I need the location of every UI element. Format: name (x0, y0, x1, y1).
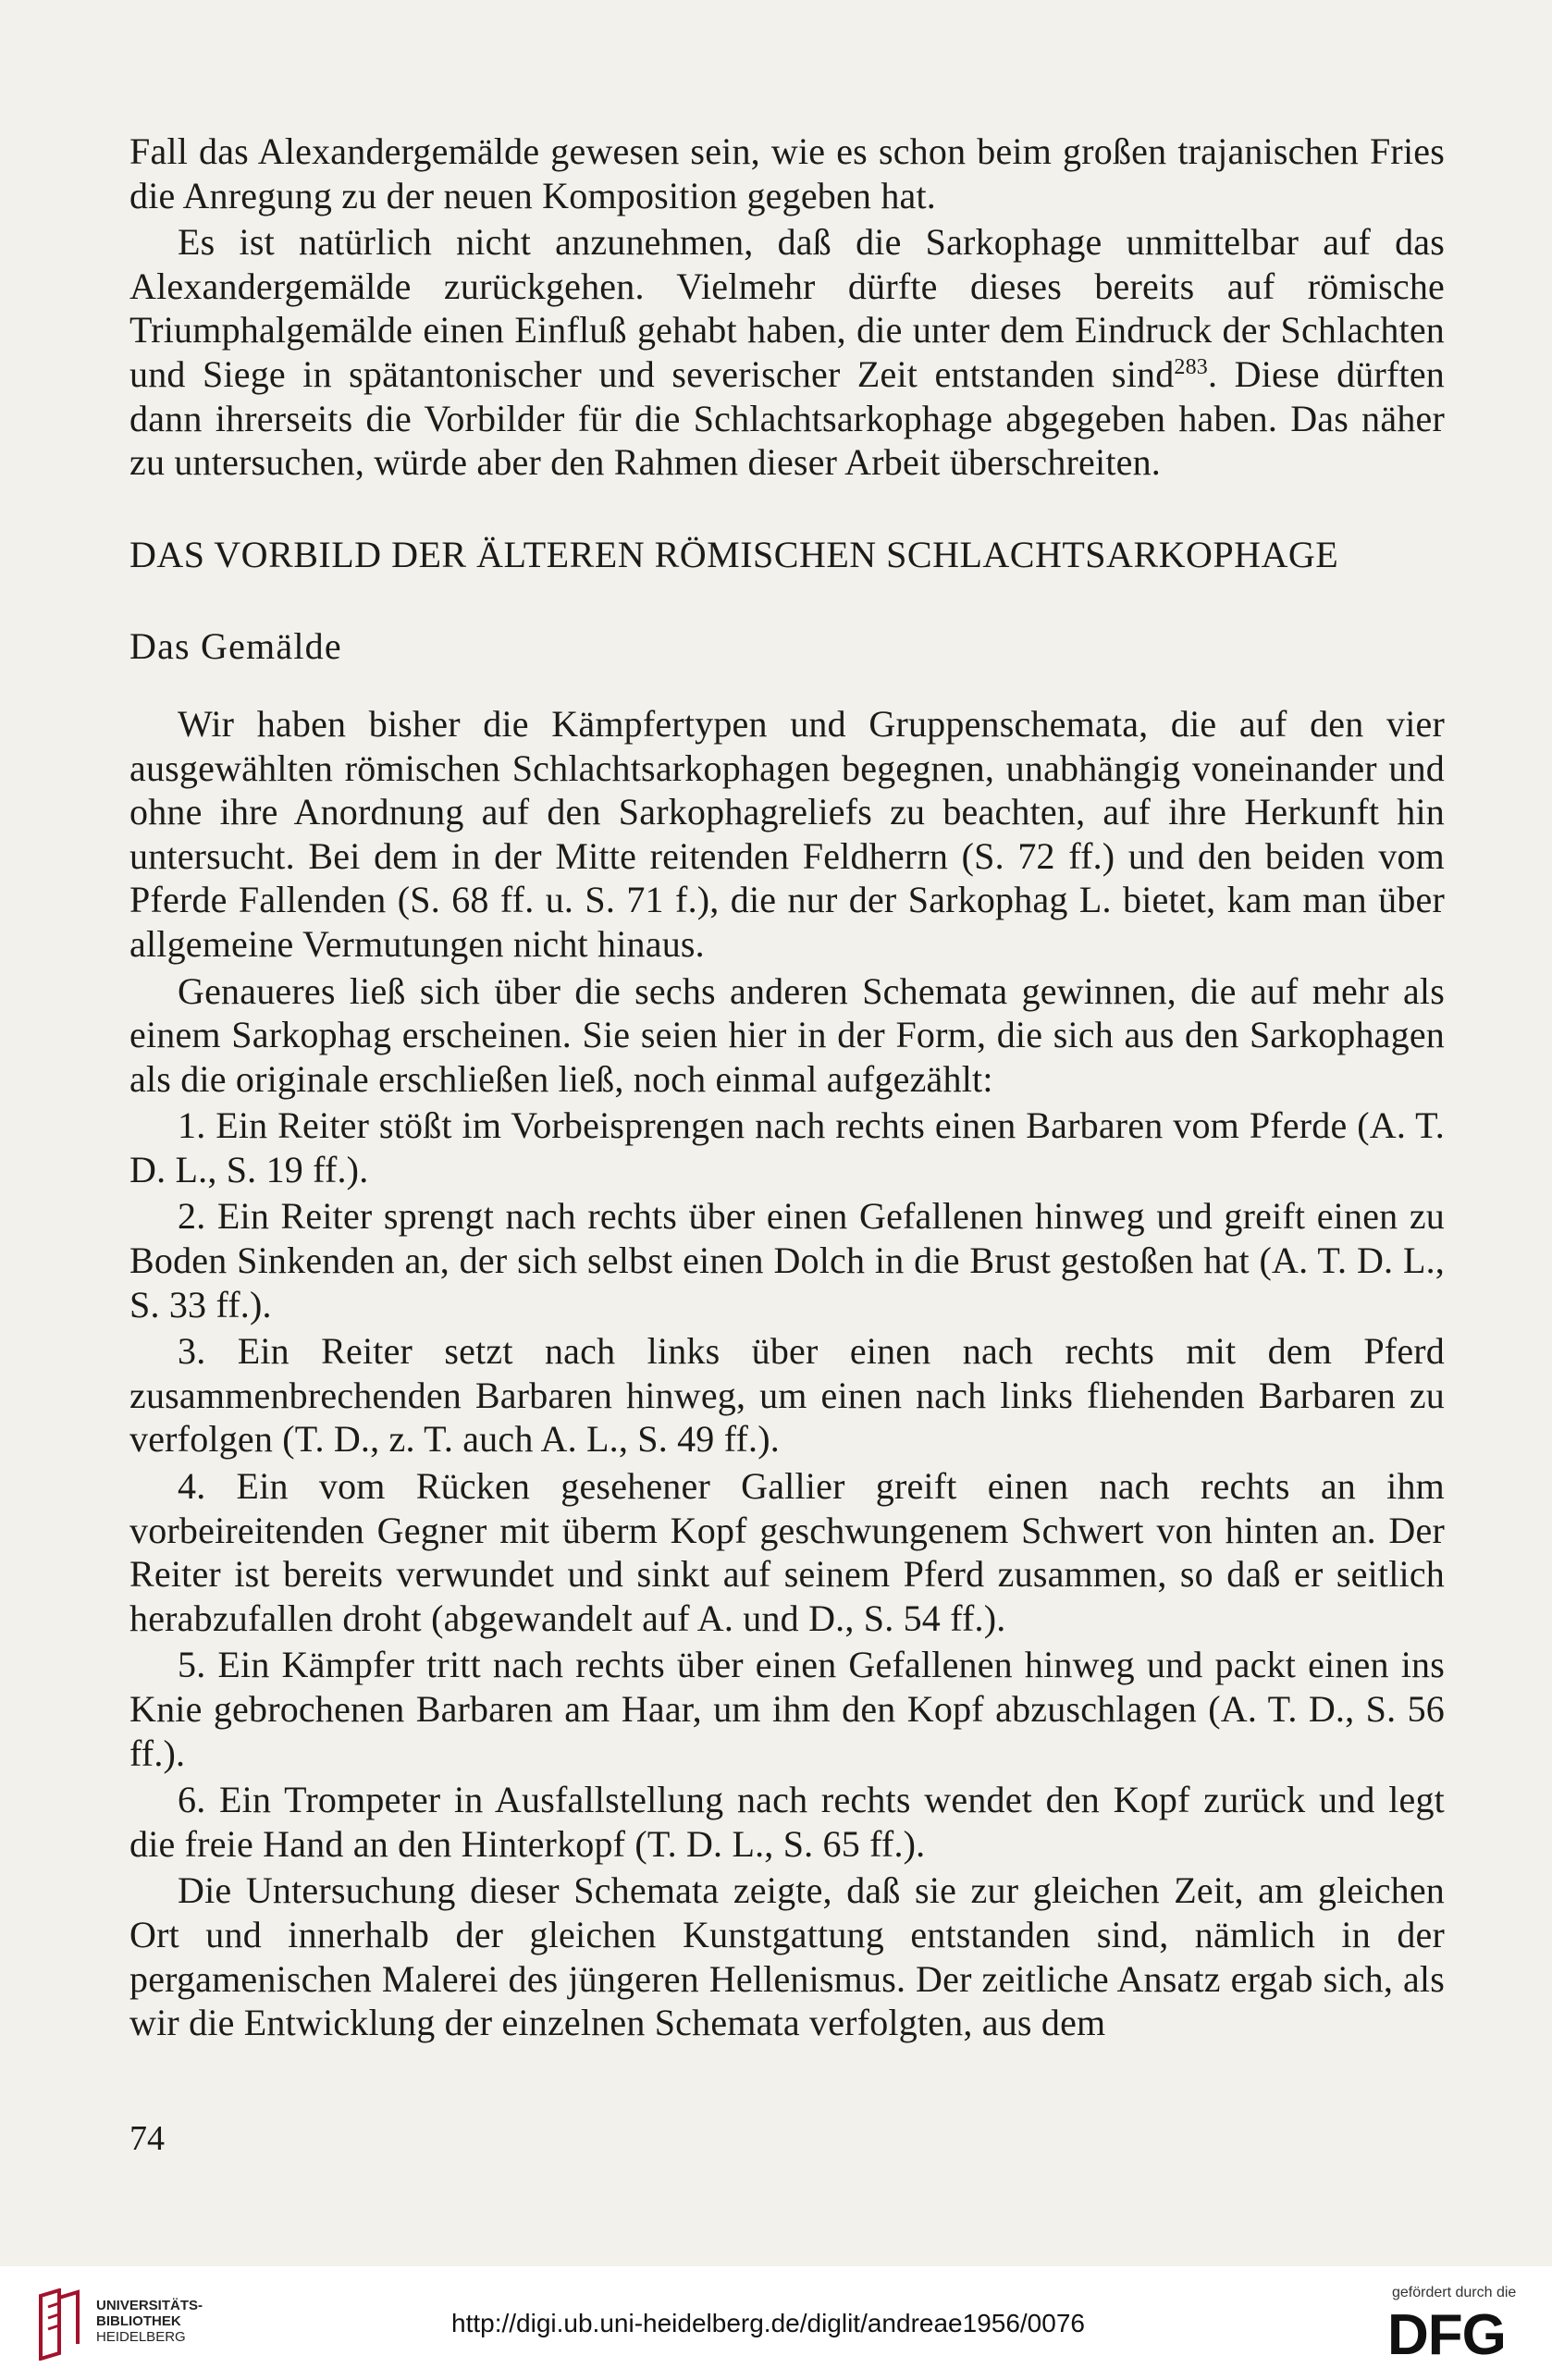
library-name-line-2: BIBLIOTHEK (96, 2313, 181, 2329)
list-item: 4. Ein vom Rücken gesehener Gallier greift einen nach rechts an ihm vorbeireitenden Gegner mit überm Kopf geschwungenem Schwert von hinten an. Der Reiter ist bereits verwundet und sinkt auf seinem Pferd zusammen, so daß er seitlich herabzufallen droht (abgewandelt auf A. und D., S. 54 ff.). (129, 1465, 1445, 1639)
paragraph-2-text-b: . Diese dürften dann ihrerseits die Vorbilder für die Schlachtsarkophage abgegeben haben. Das näher zu untersuchen, würde aber den Rahmen dieser Arbeit überschreiten. (129, 352, 1445, 484)
paragraph-2 (129, 220, 1445, 485)
section-heading: DAS VORBILD DER ÄLTEREN RÖMISCHEN SCHLACHTSARKOPHAGE (129, 533, 1339, 575)
funded-by-label: gefördert durch die (1392, 2285, 1517, 2300)
footnote-marker[interactable]: 283 (1174, 354, 1209, 379)
list-item: 3. Ein Reiter setzt nach links über einen nach rechts mit dem Pferd zusammenbrechenden Barbaren hinweg, um einen nach links fliehenden Barbaren zu verfolgen (T. D., z. T. auch A. L., S. 49 ff.). (129, 1330, 1445, 1461)
dfg-logo[interactable]: DFG (1387, 2303, 1506, 2367)
page-number: 74 (129, 2119, 165, 2158)
list-item: 2. Ein Reiter sprengt nach rechts über einen Gefallenen hinweg und greift einen zu Boden Sinkenden an, der sich selbst einen Dolch in die Brust gestoßen hat (A. T. D. L., S. 33 ff.). (129, 1195, 1445, 1326)
permalink-url[interactable]: http://digi.ub.uni-heidelberg.de/diglit/andreae1956/0076 (451, 2309, 1085, 2337)
library-name-line-3: HEIDELBERG (96, 2329, 186, 2345)
paragraph-2-text-a: Es ist natürlich nicht anzunehmen, daß die Sarkophage unmittelbar auf das Alexandergemälde zurückgehen. Vielmehr dürfte dieses bereits auf römische Triumphalgemälde einen Einfluß gehabt haben, die unter dem Eindruck der Schlachten und Siege in spätantonischer und severischer Zeit entstanden sind (129, 221, 1445, 395)
viewer-footer (0, 2266, 1552, 2380)
paragraph-5: Die Untersuchung dieser Schemata zeigte, daß sie zur gleichen Zeit, am gleichen Ort und innerhalb der gleichen Kunstgattung entstanden sind, nämlich in der pergamenischen Malerei des jüngeren Hellenismus. Der zeitliche Ansatz ergab sich, als wir die Entwicklung der einzelnen Schemata verfolgten, aus dem (129, 1869, 1445, 2044)
university-library-name (96, 2298, 203, 2345)
paragraph-1: Fall das Alexandergemälde gewesen sein, wie es schon beim großen trajanischen Fries die Anregung zu der neuen Komposition gegeben hat. (129, 130, 1445, 216)
paragraph-3: Wir haben bisher die Kämpfertypen und Gruppenschemata, die auf den vier ausgewählten römischen Schlachtsarkophagen begegnen, unabhängig voneinander und ohne ihre Anordnung auf den Sarkophagreliefs zu beachten, auf ihre Herkunft hin untersucht. Bei dem in der Mitte reitenden Feldherrn (S. 72 ff.) und den beiden vom Pferde Fallenden (S. 68 ff. u. S. 71 f.), die nur der Sarkophag L. bietet, kam man über allgemeine Vermutungen nicht hinaus. (129, 702, 1445, 965)
library-name-line-1: UNIVERSITÄTS- (96, 2298, 203, 2313)
university-library-logo-icon[interactable] (35, 2288, 87, 2361)
list-item: 5. Ein Kämpfer tritt nach rechts über einen Gefallenen hinweg und packt einen ins Knie gebrochenen Barbaren am Haar, um ihm den Kopf abzuschlagen (A. T. D., S. 56 ff.). (129, 1644, 1445, 1774)
body-text (129, 129, 1445, 2045)
list-item: 1. Ein Reiter stößt im Vorbeisprengen nach rechts einen Barbaren vom Pferde (A. T. D. L., S. 19 ff.). (129, 1104, 1445, 1190)
list-item: 6. Ein Trompeter in Ausfallstellung nach rechts wendet den Kopf zurück und legt die freie Hand an den Hinterkopf (T. D. L., S. 65 ff.). (129, 1779, 1445, 1865)
subsection-heading: Das Gemälde (129, 625, 342, 668)
paragraph-4: Genaueres ließ sich über die sechs anderen Schemata gewinnen, die auf mehr als einem Sarkophag erscheinen. Sie seien hier in der Form, die sich aus den Sarkophagen als die originale erschließen ließ, noch einmal aufgezählt: (129, 969, 1445, 1100)
